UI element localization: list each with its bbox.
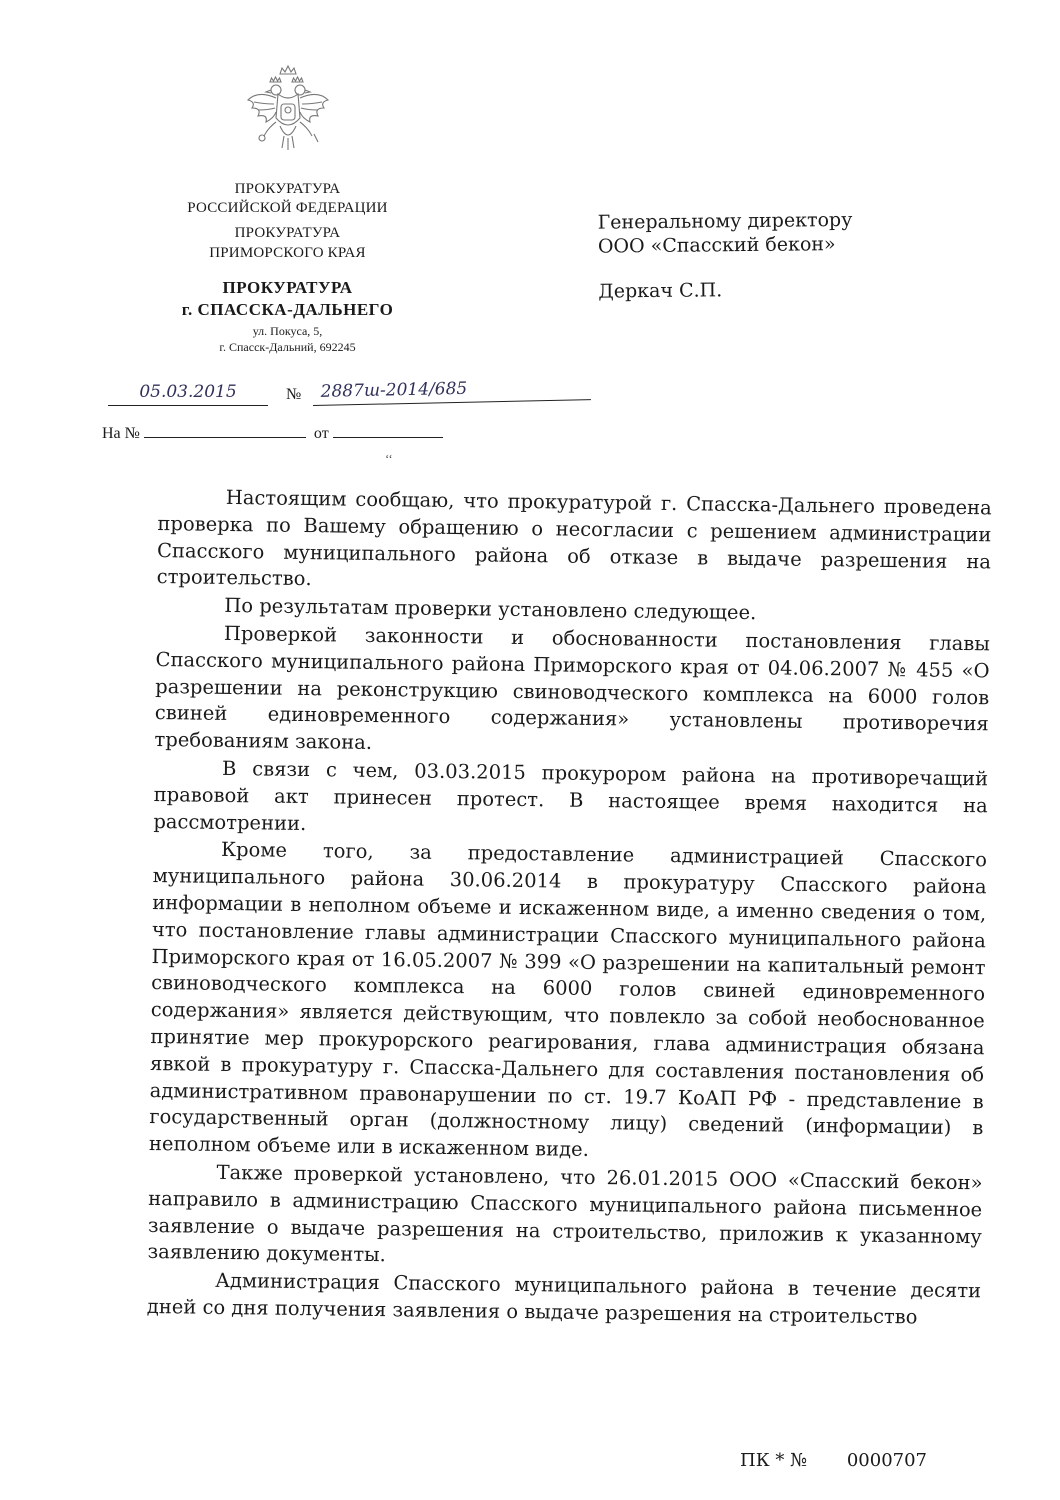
letterhead (140, 180, 435, 355)
letterhead-line: ПРИМОРСКОГО КРАЯ (209, 244, 366, 261)
reference-line (102, 422, 443, 443)
reference-label: На № (102, 425, 140, 442)
form-serial-number: 0000707 (846, 1450, 928, 1471)
body-paragraph: По результатам проверки установлено следующее. (224, 594, 757, 625)
office-title: г. СПАССКА-ДАЛЬНЕГО (181, 299, 394, 319)
office-title: ПРОКУРАТУРА (222, 277, 353, 297)
outgoing-date: 05.03.2015 (108, 382, 268, 406)
registration-line (108, 378, 588, 412)
addressee-position: Генеральному директору (597, 208, 853, 234)
body-paragraph: В связи с чем, 03.03.2015 прокурором района на противоречащий правовой акт принесен протест. В настоящее время находится на рассмотрении. (153, 756, 989, 835)
letterhead-line: РОССИЙСКОЙ ФЕДЕРАЦИИ (187, 200, 388, 217)
letterhead-line: ПРОКУРАТУРА (234, 225, 341, 242)
body-paragraph: Проверкой законности и обоснованности постановления главы Спасского муниципального района Приморского края от 04.06.2007 № 455 «О разрешении на реконструкцию свиноводческого комплекса на 6000 голов свиней единовременного содержания» установлены противоречия требованиям закона. (154, 621, 991, 755)
form-serial (740, 1450, 927, 1471)
body-paragraph: Администрация Спасского муниципального района в течение десяти дней со дня получения заявления о выдаче разрешения на строительство (146, 1268, 982, 1329)
letterhead-line: ПРОКУРАТУРА (234, 181, 341, 197)
form-serial-label: ПК * № (740, 1450, 808, 1471)
addressee-company: ООО «Спасский бекон» (597, 233, 836, 258)
body-paragraph: Настоящим сообщаю, что прокуратурой г. Спасска-Дальнего проведена проверка по Вашему обращению о несогласии с решением администрации Спасского муниципального района об отказе в выдаче разрешения на строительство. (156, 485, 992, 591)
stray-mark: ‘‘ (385, 451, 393, 466)
office-address: ул. Покуса, 5, (252, 324, 323, 339)
coat-of-arms-emblem (240, 60, 336, 164)
reference-from-label: от (313, 425, 329, 442)
reference-date-blank (333, 422, 443, 438)
body-paragraph: Также проверкой установлено, что 26.01.2015 ООО «Спасский бекон» направило в администрацию Спасского муниципального района письменное заявление о выдаче разрешения на строительство, приложив к указанному заявлению документы. (147, 1160, 983, 1267)
addressee-block (598, 207, 899, 303)
addressee-name: Деркач С.П. (598, 278, 723, 303)
office-address: г. Спасск-Дальний, 692245 (219, 339, 356, 354)
letter-body (147, 484, 992, 1333)
body-paragraph: Кроме того, за предоставление администрацией Спасского муниципального района 30.06.2014 в прокуратуру Спасского района информации в неполном объеме и искаженном виде, а именно сведения о том, что постановление главы администрации Спасского муниципального района Приморского края от 16.05.2007 № 399 «О разрешении на капитальный ремонт свиноводческого комплекса на 6000 голов свиней единовременного содержания» является действующим, что повлекло за собой необоснованное принятие мер прокурорского реагирования, глава администрация обязана явкой в прокуратуру г. Спасска-Дальнего для составления постановления об административном правонарушении по ст. 19.7 КоАП РФ - представление в государственный орган (должностному лицу) сведений (информации) в неполном объеме или в искаженном виде. (148, 838, 988, 1162)
outgoing-number: 2887ш-2014/685 (312, 376, 590, 406)
number-label: № (286, 386, 302, 403)
reference-number-blank (144, 422, 306, 438)
